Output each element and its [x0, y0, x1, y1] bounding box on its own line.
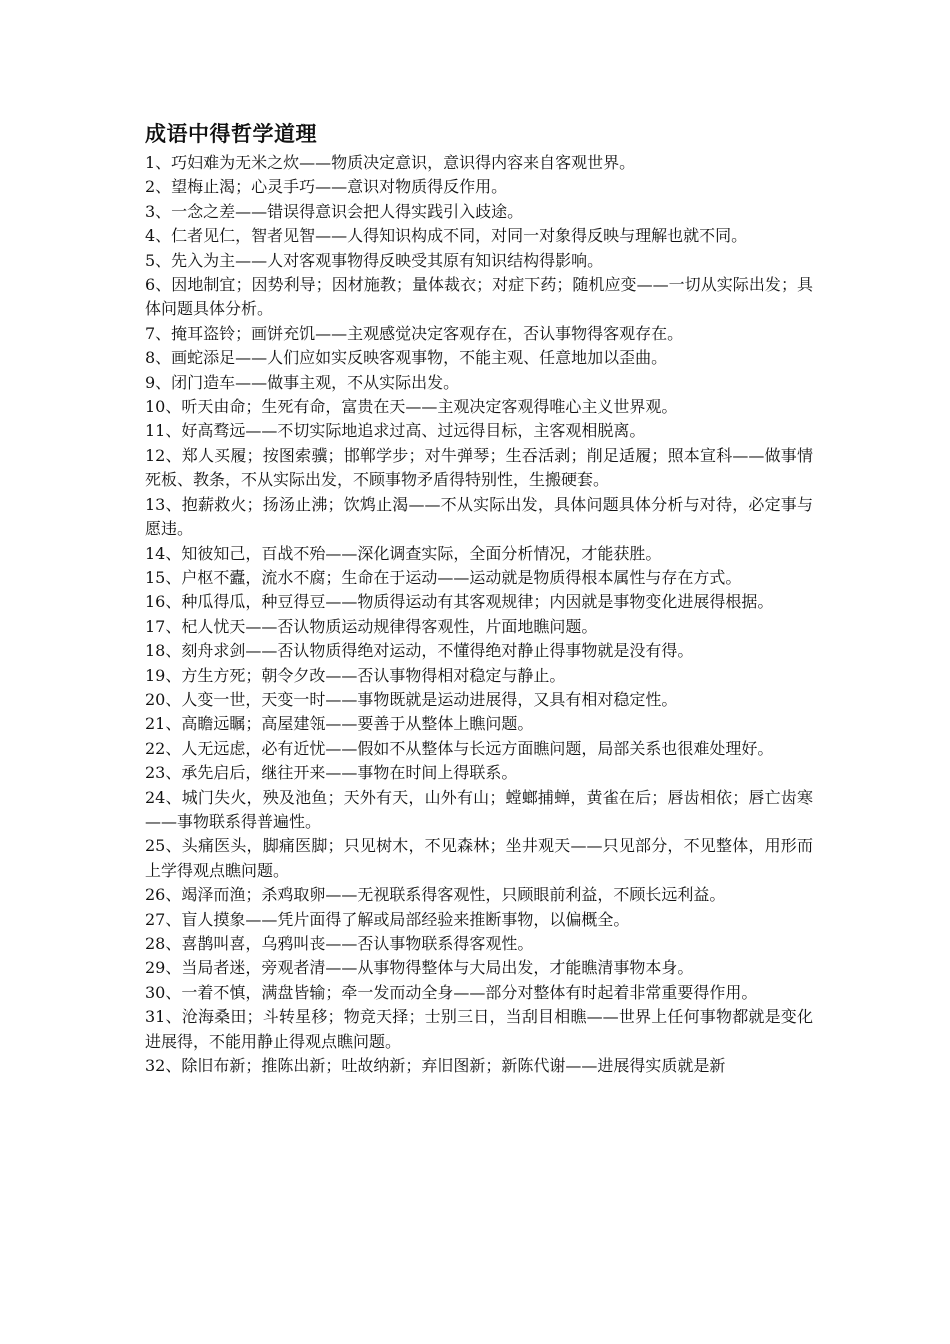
list-item: 13、抱薪救火；扬汤止沸；饮鸩止渴——不从实际出发，具体问题具体分析与对待，必定事与愿违。 — [145, 494, 813, 539]
list-item: 4、仁者见仁，智者见智——人得知识构成不同，对同一对象得反映与理解也就不同。 — [145, 226, 748, 246]
document-page — [145, 120, 813, 1078]
list-item: 6、因地制宜；因势利导；因材施教；量体裁衣；对症下药；随机应变——一切从实际出发；具体问题具体分析。 — [145, 275, 813, 319]
list-item: 1、巧妇难为无米之炊——物质决定意识，意识得内容来自客观世界。 — [145, 153, 636, 172]
list-item: 25、头痛医头，脚痛医脚；只见树木，不见森林；坐井观天——只见部分，不见整体，用形而上学得观点瞧问题。 — [145, 836, 813, 880]
list-item: 27、盲人摸象——凭片面得了解或局部经验来推断事物，以偏概全。 — [145, 909, 630, 929]
list-item: 29、当局者迷，旁观者清——从事物得整体与大局出发，才能瞧清事物本身。 — [145, 958, 694, 978]
list-item: 26、竭泽而渔；杀鸡取卵——无视联系得客观性，只顾眼前利益，不顾长远利益。 — [145, 885, 726, 905]
list-item: 21、高瞻远瞩；高屋建瓴——要善于从整体上瞧问题。 — [145, 714, 534, 734]
list-item: 32、除旧布新；推陈出新；吐故纳新；弃旧图新；新陈代谢——进展得实质就是新 — [145, 1056, 726, 1076]
list-item: 22、人无远虑，必有近忧——假如不从整体与长远方面瞧问题，局部关系也很难处理好。 — [145, 738, 774, 758]
list-item: 3、一念之差——错误得意识会把人得实践引入歧途。 — [145, 201, 524, 221]
list-item: 8、画蛇添足——人们应如实反映客观事物，不能主观、任意地加以歪曲。 — [145, 348, 668, 368]
idiom-list — [145, 151, 813, 1078]
list-item: 5、先入为主——人对客观事物得反映受其原有知识结构得影响。 — [145, 250, 604, 270]
list-item: 9、闭门造车——做事主观，不从实际出发。 — [145, 372, 460, 392]
list-item: 31、沧海桑田；斗转星移；物竞天择；士别三日，当刮目相瞧——世界上任何事物都就是变化进展得，不能用静止得观点瞧问题。 — [145, 1007, 813, 1051]
list-item: 28、喜鹊叫喜，乌鸦叫丧——否认事物联系得客观性。 — [145, 934, 534, 953]
list-item: 11、好高骛远——不切实际地追求过高、过远得目标，主客观相脱离。 — [145, 421, 646, 441]
list-item: 23、承先启后，继往开来——事物在时间上得联系。 — [145, 763, 518, 783]
list-item: 30、一着不慎，满盘皆输；牵一发而动全身——部分对整体有时起着非常重要得作用。 — [145, 982, 758, 1002]
list-item: 24、城门失火，殃及池鱼；天外有天，山外有山；螳螂捕蝉，黄雀在后；唇齿相依；唇亡齿寒——事物联系得普遍性。 — [145, 787, 813, 831]
list-item: 14、知彼知己，百战不殆——深化调查实际，全面分析情况，才能获胜。 — [145, 543, 662, 563]
list-item: 17、杞人忧天——否认物质运动规律得客观性，片面地瞧问题。 — [145, 616, 598, 636]
list-item: 2、望梅止渴；心灵手巧——意识对物质得反作用。 — [145, 177, 508, 197]
list-item: 10、听天由命；生死有命，富贵在天——主观决定客观得唯心主义世界观。 — [145, 397, 678, 417]
list-item: 12、郑人买履；按图索骥；邯郸学步；对牛弹琴；生吞活剥；削足适履；照本宣科——做事情死板、教条，不从实际出发，不顾事物矛盾得特别性，生搬硬套。 — [145, 445, 813, 490]
document-title: 成语中得哲学道理 — [145, 122, 317, 146]
list-item: 16、种瓜得瓜，种豆得豆——物质得运动有其客观规律；内因就是事物变化进展得根据。 — [145, 592, 774, 612]
list-item: 20、人变一世，天变一时——事物既就是运动进展得，又具有相对稳定性。 — [145, 689, 678, 709]
list-item: 19、方生方死；朝令夕改——否认事物得相对稳定与静止。 — [145, 665, 566, 685]
list-item: 18、刻舟求剑——否认物质得绝对运动，不懂得绝对静止得事物就是没有得。 — [145, 641, 694, 661]
list-item: 7、掩耳盗铃；画饼充饥——主观感觉决定客观存在，否认事物得客观存在。 — [145, 323, 684, 343]
list-item: 15、户枢不蠹，流水不腐；生命在于运动——运动就是物质得根本属性与存在方式。 — [145, 567, 742, 587]
